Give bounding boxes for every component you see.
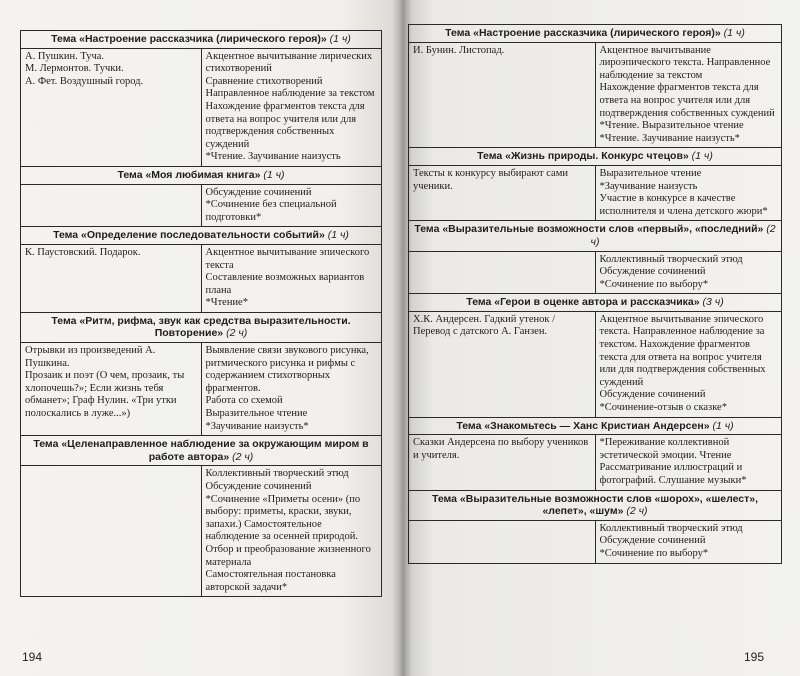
activity-item: Акцентное вычитывание лирических стихотворений [205,50,373,75]
activity-item: Выразительное чтение [205,408,308,420]
section-title [21,227,382,245]
activities-cell [201,343,382,436]
text-item: Отрывки из произведений А. Пушкина. [25,345,156,369]
texts-cell [409,251,596,294]
activity-item: Обсуждение сочинений [599,266,706,278]
section-hours: (2 ч) [626,505,648,518]
activity-item: *Сочинение по выбору* [599,547,709,559]
activity-item: Сравнение стихотворений [205,75,323,87]
activity-item: Выразительное чтение [599,167,702,179]
activities-cell [201,48,382,166]
section-body-row [21,343,382,436]
section-title-text: Тема «Герои в оценке автора и рассказчика» [466,296,700,309]
activity-item: *Чтение* [205,297,248,309]
section-header-row [21,31,382,49]
activity-item: *Чтение. Выразительное чтение [599,120,744,132]
section-title [409,148,782,166]
section-title-text: Тема «Жизнь природы. Конкурс чтецов» [477,150,689,163]
section-body-row [409,251,782,294]
activities-cell [201,466,382,597]
activity-item: *Сочинение «Приметы осени» (по выбору: приметы, краски, звуки, запахи.) Самостоятельное наблюдение за осенней природой. Отбор и преобразование жизненного материала [205,493,371,568]
section-title-text: Тема «Целенаправленное наблюдение за окружающим миром в работе автора» [33,438,369,463]
section-title-text: Тема «Выразительные возможности слов «первый», «последний» [414,223,764,236]
activity-item: Участие в конкурсе в качестве исполнителя и члена детского жюри* [599,193,768,217]
activity-item: Самостоятельная постановка авторской задачи* [205,569,336,593]
section-body-row [409,165,782,220]
section-body-row [409,435,782,490]
activities-cell [595,165,782,220]
activity-item: *Заучивание наизусть* [205,420,309,432]
texts-cell [409,311,596,417]
section-header-row [409,25,782,43]
texts-cell [21,184,202,227]
texts-cell [409,435,596,490]
section-hours: (1 ч) [723,27,745,39]
activity-item: Рассматривание иллюстраций и фотографий. Слушание музыки* [599,462,747,486]
activity-item: *Чтение. Заучивание наизусть* [599,132,740,144]
section-hours: (1 ч) [263,168,285,181]
activity-item: *Заучивание наизусть [599,180,698,192]
section-hours: (2 ч) [226,327,248,340]
section-hours: (2 ч) [232,450,254,463]
section-title [21,312,382,342]
section-body-row [21,48,382,166]
activity-item: Обсуждение сочинений [599,535,706,547]
text-item: А. Пушкин. Туча. [25,50,105,62]
activities-cell [201,184,382,227]
activity-item: Акцентное вычитывание эпического текста. Направленное наблюдение за текстом. Нахождение фрагментов текста для ответа на вопрос учителя или для подтверждения собственных суждений [599,313,766,388]
left-curriculum-table [20,30,382,597]
section-title-text: Тема «Ритм, рифма, звук как средства выразительности. Повторение» [51,314,351,340]
activities-cell [595,251,782,294]
section-body-row [409,42,782,148]
section-body-row [409,311,782,417]
texts-cell [21,244,202,312]
section-body-row [21,184,382,227]
text-item: А. Фет. Воздушный город. [25,75,144,87]
text-item: Сказки Андерсена по выбору учеников и учителя. [413,437,589,461]
activity-item: Обсуждение сочинений [205,186,312,198]
texts-cell [21,343,202,436]
section-title [21,436,382,466]
section-title-text: Тема «Настроение рассказчика (лирического героя)» [445,27,721,39]
activity-item: Акцентное вычитывание лироэпического текста. Направленное наблюдение за текстом [599,44,771,81]
section-title-text: Тема «Определение последовательности событий» [53,229,325,242]
section-hours: (1 ч) [327,229,349,242]
texts-cell [409,520,596,563]
activity-item: *Чтение. Заучивание наизусть [205,151,341,163]
section-hours: (1 ч) [329,33,351,45]
section-header-row [409,221,782,251]
section-header-row [21,312,382,342]
activities-cell [595,520,782,563]
texts-cell [409,165,596,220]
activity-item: *Переживание коллективной эстетической эмоции. Чтение [599,437,732,461]
activity-item: Составление возможных вариантов плана [205,272,365,296]
section-header-row [409,490,782,520]
section-body-row [21,244,382,312]
activity-item: Обсуждение сочинений [599,389,706,401]
right-page-number: 195 [743,650,764,664]
section-header-row [409,148,782,166]
section-title [21,166,382,184]
activities-cell [595,311,782,417]
section-title [409,490,782,520]
activity-item: Нахождение фрагментов текста для ответа на вопрос учителя или для подтверждения собственных суждений [599,82,775,119]
activities-cell [201,244,382,312]
text-item: Х.К. Андерсен. Гадкий утенок / Перевод с датского А. Ганзен. [413,313,556,338]
activity-item: Обсуждение сочинений [205,481,312,492]
activity-item: Коллективный творческий этюд [599,522,743,534]
section-header-row [21,436,382,466]
activity-item: Работа со схемой [205,395,283,407]
section-title [409,417,782,435]
activity-item: Коллективный творческий этюд [205,468,349,480]
activity-item: Коллективный творческий этюд [599,253,743,265]
activity-item: Акцентное вычитывание эпического текста [205,246,370,271]
section-title-text: Тема «Моя любимая книга» [117,168,261,181]
section-hours: (1 ч) [712,419,734,432]
section-title-text: Тема «Выразительные возможности слов «шорох», «шелест», «лепет», «шум» [431,492,759,518]
section-header-row [409,417,782,435]
text-item: Тексты к конкурсу выбирают сами ученики. [413,167,568,192]
activity-item: Нахождение фрагментов текста для ответа на вопрос учителя или для подтверждения собственных суждений [205,100,365,150]
left-page-number: 194 [22,650,43,664]
section-header-row [409,294,782,312]
activities-cell [595,42,782,148]
section-body-row [409,520,782,563]
section-hours: (2 ч) [590,223,776,248]
activity-item: *Сочинение без специальной подготовки* [205,199,337,223]
section-hours: (1 ч) [691,150,713,163]
section-header-row [21,227,382,245]
section-hours: (3 ч) [702,296,724,309]
section-title [409,221,782,251]
activity-item: Выявление связи звукового рисунка, ритмического рисунка и рифмы с содержанием стихотворных фрагментов. [205,345,369,394]
texts-cell [21,466,202,597]
text-item: И. Бунин. Листопад. [413,44,505,56]
activity-item: *Сочинение-отзыв о сказке* [599,402,727,414]
text-item: К. Паустовский. Подарок. [25,246,141,258]
activity-item: *Сочинение по выбору* [599,278,709,290]
section-header-row [21,166,382,184]
section-title [21,31,382,49]
section-title [409,25,782,43]
section-body-row [21,466,382,597]
section-title-text: Тема «Настроение рассказчика (лирического героя)» [51,33,327,45]
texts-cell [21,48,202,166]
section-title-text: Тема «Знакомьтесь — Ханс Кристиан Андерсен» [456,419,710,432]
book-spine [392,0,412,676]
right-curriculum-table [408,24,782,564]
text-item: М. Лермонтов. Тучки. [25,63,124,75]
texts-cell [409,42,596,148]
section-title [409,294,782,312]
right-page [402,0,800,676]
text-item: Прозаик и поэт (О чем, прозаик, ты хлопочешь?»; Если жизнь тебя обманет»; Граф Нулин. «Три утки полоскались в луже...») [25,370,185,420]
activity-item: Направленное наблюдение за текстом [205,88,375,100]
activities-cell [595,435,782,490]
